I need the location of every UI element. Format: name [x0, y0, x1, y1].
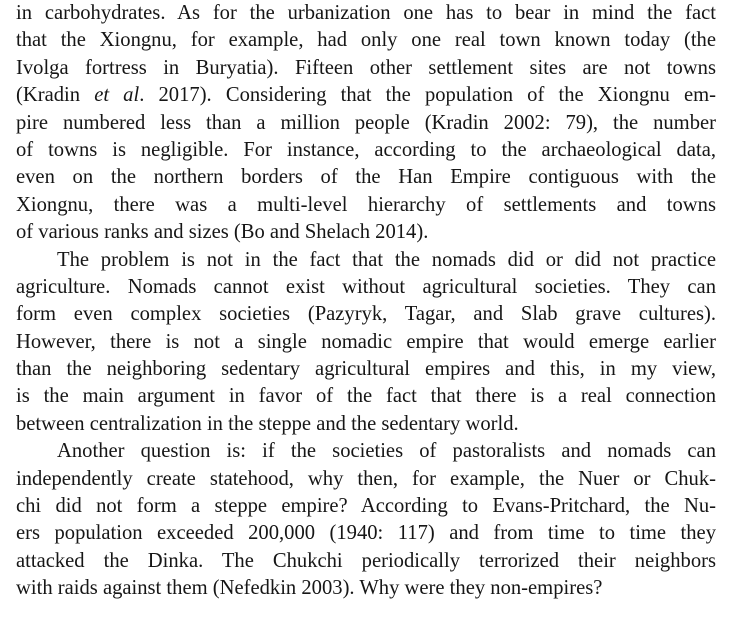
text-line: form even complex societies (Pazyryk, Tagar, and Slab grave cultures).	[16, 303, 716, 326]
paragraph-1	[16, 0, 716, 247]
text-line: Ivolga fortress in Buryatia). Fifteen other settlement sites are not towns	[16, 56, 716, 79]
text-run: . 2017). Considering that the population of the Xiongnu em-	[139, 84, 717, 107]
paragraph-3	[16, 438, 716, 602]
text-line: with raids against them (Nefedkin 2003). Why were they non-empires?	[16, 577, 603, 600]
text-line: of towns is negligible. For instance, according to the archaeological data,	[16, 138, 716, 161]
italic-text-run: et al	[94, 84, 140, 107]
text-line: Xiongnu, there was a multi-level hierarchy of settlements and towns	[16, 193, 716, 216]
text-line: agriculture. Nomads cannot exist without agricultural societies. They can	[16, 275, 716, 298]
text-run: (Kradin	[16, 84, 95, 107]
text-line	[16, 82, 716, 109]
text-line: independently create statehood, why then, for example, the Nuer or Chuk-	[16, 467, 716, 490]
text-line: in carbohydrates. As for the urbanization one has to bear in mind the fact	[16, 2, 716, 24]
text-line: that the Xiongnu, for example, had only one real town known today (the	[16, 29, 716, 52]
text-line: ers population exceeded 200,000 (1940: 117) and from time to time they	[16, 522, 716, 545]
text-line: between centralization in the steppe and the sedentary world.	[16, 412, 519, 435]
paragraph-2	[16, 247, 716, 439]
text-line: than the neighboring sedentary agricultural empires and this, in my view,	[16, 358, 716, 381]
text-line: even on the northern borders of the Han Empire contiguous with the	[16, 166, 716, 189]
text-line: is the main argument in favor of the fact that there is a real connection	[16, 385, 716, 408]
text-line: attacked the Dinka. The Chukchi periodically terrorized their neighbors	[16, 549, 716, 572]
text-line: The problem is not in the fact that the nomads did or did not practice	[57, 248, 716, 271]
text-line: Another question is: if the societies of pastoralists and nomads can	[57, 440, 716, 463]
text-line: However, there is not a single nomadic empire that would emerge earlier	[16, 330, 716, 353]
page-body	[16, 0, 716, 603]
text-line: pire numbered less than a million people (Kradin 2002: 79), the number	[16, 111, 716, 134]
text-line: chi did not form a steppe empire? According to Evans-Pritchard, the Nu-	[16, 495, 716, 518]
text-line: of various ranks and sizes (Bo and Shelach 2014).	[16, 221, 429, 244]
